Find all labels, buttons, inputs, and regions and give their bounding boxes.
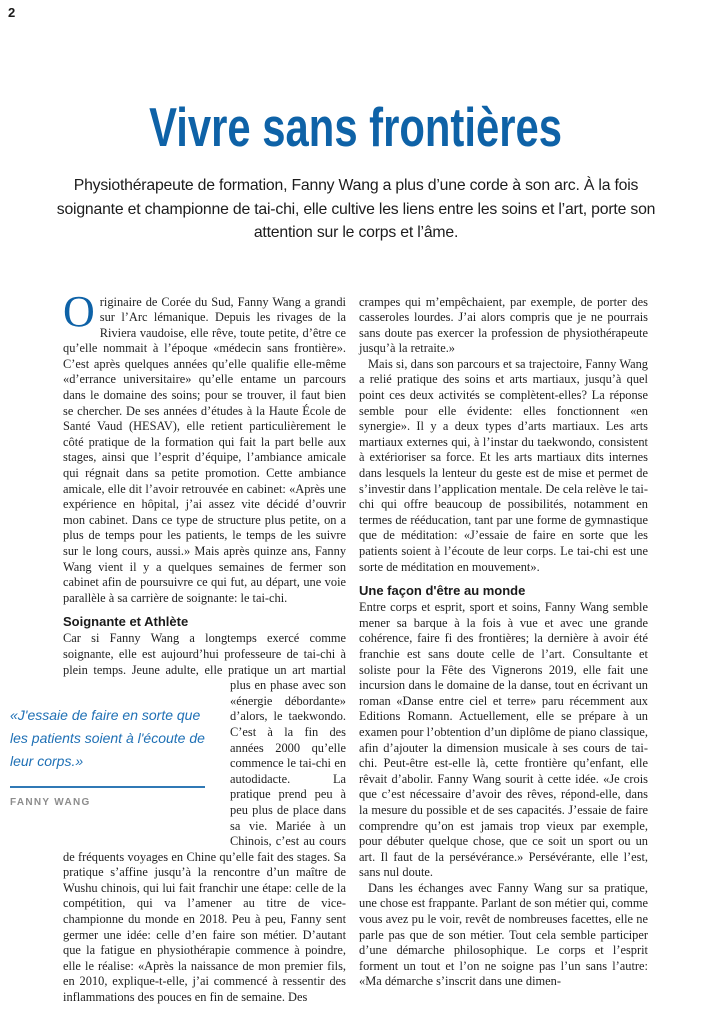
paragraph-echanges: Dans les échanges avec Fanny Wang sur sa pratique, une chose est frappante. Parlant de son métier qui, comme vous avez pu le voir, revêt de nombreuses facettes, elle ne parle pas que de son métier. Tout cela semble participer d’une démarche philosophique. Le corps et l’esprit forment un tout et l’on ne soigne pas l’un sans l’autre: «Ma démarche s’inscrit dans une dimen- bbox=[359, 880, 648, 989]
article-subtitle: Physiothérapeute de formation, Fanny Wang a plus d’une corde à son arc. À la fois soignante et championne de tai-chi, elle cultive les liens entre les soins et l’art, porte son attention sur le corps et l’âme. bbox=[56, 177, 656, 241]
section-heading-soignante-et-athlete: Soignante et Athlète bbox=[63, 614, 189, 630]
section-heading-une-facon-d-etre-au-monde: Une façon d'être au monde bbox=[359, 583, 526, 599]
article-body bbox=[0, 286, 712, 1006]
article-title-text: Vivre sans frontières bbox=[149, 96, 563, 158]
paragraph-with-pullquote bbox=[10, 631, 347, 1005]
right-column bbox=[359, 295, 648, 1006]
paragraph-frontieres: Entre corps et esprit, sport et soins, Fanny Wang semble mener sa barque à la fois à vue et avec une grande cohérence, faire fi des frontières; la dernière à avoir été franchie est sans doute celle de l’art. Consultante et soliste pour la Fête des Vignerons 2019, elle fait une incursion dans le domaine de la danse, tout en écrivant un roman «Danse entre ciel et terre» paru récemment aux Editions Romann. Actuellement, elle se prépare à un examen pour l’obtention d’un diplôme de piano classique, afin d’ajouter la dimension musicale à ses cours de tai-chi. Peut-être est-elle là, cette frontière qu’enfant, elle rêvait d’abolir. Fanny Wang sourit à cette idée. «Je crois que c’est nécessaire d’avoir des rêves, répond-elle, dans la mesure du possible et de ses capacités. J’essaie de faire comprendre qu’on est jamais trop vieux par exemple, pour débuter quelque chose, que ce soit un sport ou un art. Il faut de la persévérance.» Persévérante, elle l’est, sans nul doute. bbox=[359, 600, 648, 880]
pull-quote-text: «J'essaie de faire en sorte que les patients soient à l'écoute de leur corps.» bbox=[10, 707, 205, 770]
page-number: 2 bbox=[8, 5, 16, 20]
pull-quote bbox=[10, 678, 205, 841]
drop-cap: O bbox=[63, 286, 95, 336]
paragraph-synergie: Mais si, dans son parcours et sa trajectoire, Fanny Wang a relié pratique des soins et arts martiaux, jusqu’à quel point ces deux activités se complètent-elles? La réponse semble pour elle évidente: elles fonctionnent «en synergie». Il y a deux types d’arts martiaux. Les arts martiaux externes qui, à l’instar du taekwondo, consistent à extérioriser sa force. Et les arts martiaux dits internes dans lesquels la lenteur du geste est de mise et permet de s’investir dans l’application mentale. De cela relève le tai-chi qui offre beaucoup de possibilités, notamment en termes de rééducation, tant par une forme de gymnastique que de méditation: «J’essaie de faire en sorte que les patients soient à l’écoute de leur corps. Le tai-chi est une sorte de méditation en mouvement». bbox=[359, 356, 648, 574]
article-title bbox=[0, 96, 712, 158]
left-column bbox=[10, 286, 347, 1006]
pull-quote-attribution: FANNY WANG bbox=[10, 797, 91, 809]
paragraph-text-after-quote: martial plus en phase avec son «énergie débordante» d’alors, le taekwondo. C’est à la fin des années 2000 qu’elle commence le tai-chi en autodidacte. La pratique prend peu à peu plus de place dans sa vie. Mariée à un Chinois, c’est au cours de fréquents voyages en Chine qu’elle fait des stages. Sa pratique s’affine jusqu’à la rencontre d’un maître de Wushu chinois, qui lui fait franchir une étape: celle de la compétition, qui va l’amener au titre de vice-championne du monde en 2018. Peu à peu, Fanny sent germer une idée: celle d’en faire son métier. D’autant que la fatigue en physiothérapie commence à poindre, elle le réalise: «Après la naissance de mon premier fils, en 2010, explique-t-elle, j’ai commencé à ressentir des inflammations des pouces en fin de semaine. Des bbox=[63, 662, 347, 1005]
paragraph-text-before-quote: Car si Fanny Wang a longtemps exercé comme soignante, elle est aujourd’hui professeure de tai-chi à plein temps. Jeune adulte, elle pratique un art bbox=[63, 631, 347, 677]
opening-paragraph-text: riginaire de Corée du Sud, Fanny Wang a grandi sur l’Arc lémanique. Depuis les rivages de la Riviera vaudoise, elle rêve, toute petite, d’être ce qu’elle nommait à l’époque «médecin sans frontière». C’est après quelques années qu’elle qualifie elle-même «d’errance universitaire» qu’elle entame un parcours dans le domaine des soins; pour se trouver, il faut bien se chercher. De ses années d’études à la Haute École de Santé Vaud (HESAV), elle retient particulièrement le côté pratique de la formation qui fait la part belle aux stages, ainsi que l’esprit d’équipe, l’ambiance amicale qui régnait dans sa petite promotion. Cette ambiance amicale, elle dit l’avoir retrouvée en cabinet: «Après une expérience en hôpital, j’ai assez vite décidé d’ouvrir mon cabinet. Dans ce type de structure plus petite, on a plus de temps pour les patients, le temps de les suivre sur le long cours, aussi.» Mais après quinze ans, Fanny Wang vient il y a quelques semaines de fermer son cabinet afin de poursuivre ce qui fut, au départ, une voie parallèle à sa carrière de soignante: le tai-chi. bbox=[63, 294, 347, 605]
pull-quote-divider bbox=[10, 786, 205, 788]
opening-paragraph bbox=[63, 286, 347, 607]
paragraph-continuation: crampes qui m’empêchaient, par exemple, de porter des casseroles lourdes. J’ai alors compris que je ne pourrais sans doute pas exercer la profession de physiothérapeute jusqu’à la retraite.» bbox=[359, 294, 648, 356]
